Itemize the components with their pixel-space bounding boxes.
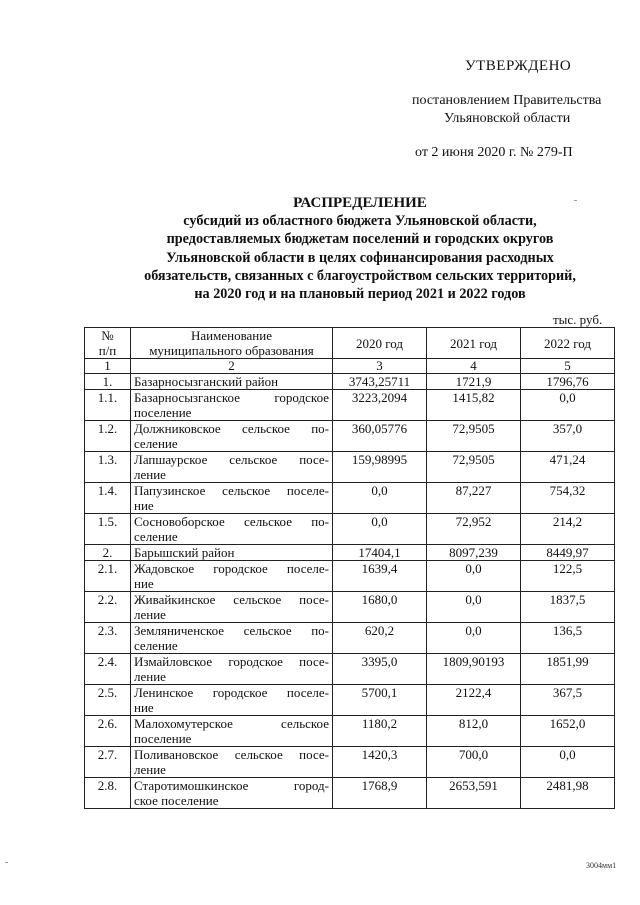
row-number: 1.1. xyxy=(85,390,131,421)
value-2022: 0,0 xyxy=(521,390,615,421)
header-2020: 2020 год xyxy=(333,328,427,359)
municipality-name xyxy=(131,545,333,561)
title-line-3: Ульяновской области в целях софинансирования расходных xyxy=(166,249,554,266)
header-2021: 2021 год xyxy=(427,328,521,359)
column-index: 3 xyxy=(333,359,427,374)
value-2020: 1768,9 xyxy=(333,778,427,809)
value-2021: 1415,82 xyxy=(427,390,521,421)
municipality-name-line: Базарносызганский район xyxy=(134,374,279,389)
value-2022: 214,2 xyxy=(521,514,615,545)
row-number: 1.5. xyxy=(85,514,131,545)
table-body xyxy=(85,328,615,809)
municipality-name-line: ское поселение xyxy=(134,793,219,808)
row-number: 2.1. xyxy=(85,561,131,592)
approval-stamp-heading: УТВЕРЖДЕНО xyxy=(465,58,572,74)
municipality-name-line: селение xyxy=(134,638,178,653)
municipality-name xyxy=(131,421,333,452)
municipality-name-line: ление xyxy=(134,762,166,777)
municipality-name-line: ние xyxy=(134,576,154,591)
value-2022: 2481,98 xyxy=(521,778,615,809)
value-2020: 5700,1 xyxy=(333,685,427,716)
value-2022: 357,0 xyxy=(521,421,615,452)
scan-speck xyxy=(574,200,577,201)
table-row xyxy=(85,452,615,483)
value-2021: 0,0 xyxy=(427,561,521,592)
table-row xyxy=(85,778,615,809)
value-2020: 1639,4 xyxy=(333,561,427,592)
table-row xyxy=(85,592,615,623)
value-2021: 2653,591 xyxy=(427,778,521,809)
value-2020: 620,2 xyxy=(333,623,427,654)
municipality-name xyxy=(131,716,333,747)
row-number: 1. xyxy=(85,374,131,390)
document-title xyxy=(110,194,610,303)
units-label: тыс. руб. xyxy=(553,312,603,327)
municipality-name-line: Барышский район xyxy=(134,545,235,560)
municipality-name-line: Лапшаурское сельское посе- xyxy=(134,452,329,467)
municipality-name-line: Живайкинское сельское посе- xyxy=(134,592,329,607)
column-index-row xyxy=(85,359,615,374)
municipality-name xyxy=(131,374,333,390)
municipality-name-line: Папузинское сельское поселе- xyxy=(134,483,329,498)
table-row xyxy=(85,483,615,514)
value-2022: 1796,76 xyxy=(521,374,615,390)
header-num xyxy=(85,328,131,359)
row-number: 1.2. xyxy=(85,421,131,452)
municipality-name-line: ление xyxy=(134,467,166,482)
row-number: 2.8. xyxy=(85,778,131,809)
decree-date-number: от 2 июня 2020 г. № 279-П xyxy=(415,145,573,160)
table-row xyxy=(85,623,615,654)
value-2021: 8097,239 xyxy=(427,545,521,561)
value-2020: 1180,2 xyxy=(333,716,427,747)
table-row xyxy=(85,545,615,561)
value-2021: 87,227 xyxy=(427,483,521,514)
value-2020: 1420,3 xyxy=(333,747,427,778)
row-number: 2.4. xyxy=(85,654,131,685)
table-row xyxy=(85,390,615,421)
municipality-name-line: селение xyxy=(134,529,178,544)
column-index: 4 xyxy=(427,359,521,374)
value-2020: 0,0 xyxy=(333,483,427,514)
municipality-name xyxy=(131,778,333,809)
value-2022: 1652,0 xyxy=(521,716,615,747)
value-2021: 2122,4 xyxy=(427,685,521,716)
header-name xyxy=(131,328,333,359)
municipality-name xyxy=(131,747,333,778)
municipality-name-line: поселение xyxy=(134,731,192,746)
value-2021: 812,0 xyxy=(427,716,521,747)
municipality-name-line: ление xyxy=(134,669,166,684)
municipality-name-line: ление xyxy=(134,607,166,622)
table-row xyxy=(85,561,615,592)
municipality-name-line: Должниковское сельское по- xyxy=(134,421,329,436)
scan-speck xyxy=(5,862,8,863)
municipality-name-line: Жадовское городское поселе- xyxy=(134,561,329,576)
header-2022: 2022 год xyxy=(521,328,615,359)
municipality-name-line: ние xyxy=(134,700,154,715)
municipality-name xyxy=(131,561,333,592)
title-line-4: обязательств, связанных с благоустройством сельских территорий, xyxy=(144,267,576,284)
title-line-1: субсидий из областного бюджета Ульяновской области, xyxy=(183,213,537,230)
municipality-name-line: Сосновоборское сельское по- xyxy=(134,514,329,529)
value-2020: 360,05776 xyxy=(333,421,427,452)
column-index: 2 xyxy=(131,359,333,374)
municipality-name xyxy=(131,592,333,623)
header-name-line-1: Наименование xyxy=(191,328,272,343)
value-2020: 1680,0 xyxy=(333,592,427,623)
column-index: 1 xyxy=(85,359,131,374)
table-row xyxy=(85,374,615,390)
row-number: 2.5. xyxy=(85,685,131,716)
value-2022: 754,32 xyxy=(521,483,615,514)
decree-line-1: постановлением Правительства xyxy=(412,93,602,108)
municipality-name xyxy=(131,654,333,685)
table-row xyxy=(85,514,615,545)
header-name-line-2: муниципального образования xyxy=(149,343,314,358)
value-2021: 1721,9 xyxy=(427,374,521,390)
value-2020: 3223,2094 xyxy=(333,390,427,421)
municipality-name xyxy=(131,483,333,514)
value-2022: 1837,5 xyxy=(521,592,615,623)
value-2020: 3395,0 xyxy=(333,654,427,685)
row-number: 2.7. xyxy=(85,747,131,778)
row-number: 2.3. xyxy=(85,623,131,654)
row-number: 2.6. xyxy=(85,716,131,747)
value-2022: 122,5 xyxy=(521,561,615,592)
subsidy-distribution-table xyxy=(84,327,615,809)
title-line-2: предоставляемых бюджетам поселений и городских округов xyxy=(166,231,554,248)
title-line-5: на 2020 год и на плановый период 2021 и 2022 годов xyxy=(194,286,526,303)
municipality-name xyxy=(131,623,333,654)
municipality-name-line: Поливановское сельское посе- xyxy=(134,747,329,762)
municipality-name-line: Земляниченское сельское по- xyxy=(134,623,329,638)
value-2021: 0,0 xyxy=(427,623,521,654)
value-2022: 136,5 xyxy=(521,623,615,654)
municipality-name-line: селение xyxy=(134,436,178,451)
value-2021: 72,9505 xyxy=(427,452,521,483)
municipality-name-line: Измайловское городское посе- xyxy=(134,654,329,669)
value-2020: 17404,1 xyxy=(333,545,427,561)
value-2021: 0,0 xyxy=(427,592,521,623)
table-row xyxy=(85,747,615,778)
value-2021: 1809,90193 xyxy=(427,654,521,685)
value-2020: 3743,25711 xyxy=(333,374,427,390)
value-2021: 700,0 xyxy=(427,747,521,778)
value-2022: 367,5 xyxy=(521,685,615,716)
municipality-name xyxy=(131,452,333,483)
municipality-name-line: ние xyxy=(134,498,154,513)
footer-code: 3004мм1 xyxy=(586,861,617,870)
header-num-line-1: № xyxy=(101,328,114,343)
municipality-name-line: поселение xyxy=(134,405,192,420)
municipality-name-line: Ленинское городское поселе- xyxy=(134,685,329,700)
header-row xyxy=(85,328,615,359)
value-2021: 72,9505 xyxy=(427,421,521,452)
table-row xyxy=(85,716,615,747)
row-number: 2. xyxy=(85,545,131,561)
municipality-name-line: Базарносызганское городское xyxy=(134,390,329,405)
municipality-name xyxy=(131,514,333,545)
row-number: 1.3. xyxy=(85,452,131,483)
value-2020: 159,98995 xyxy=(333,452,427,483)
table-row xyxy=(85,654,615,685)
municipality-name xyxy=(131,390,333,421)
row-number: 2.2. xyxy=(85,592,131,623)
column-index: 5 xyxy=(521,359,615,374)
value-2020: 0,0 xyxy=(333,514,427,545)
table-row xyxy=(85,421,615,452)
title-heading: РАСПРЕДЕЛЕНИЕ xyxy=(293,195,427,211)
municipality-name-line: Старотимошкинское город- xyxy=(134,778,329,793)
value-2021: 72,952 xyxy=(427,514,521,545)
municipality-name xyxy=(131,685,333,716)
value-2022: 471,24 xyxy=(521,452,615,483)
municipality-name-line: Малохомутерское сельское xyxy=(134,716,329,731)
value-2022: 0,0 xyxy=(521,747,615,778)
row-number: 1.4. xyxy=(85,483,131,514)
value-2022: 1851,99 xyxy=(521,654,615,685)
value-2022: 8449,97 xyxy=(521,545,615,561)
table-row xyxy=(85,685,615,716)
header-num-line-2: п/п xyxy=(98,343,117,358)
decree-line-2: Ульяновской области xyxy=(444,111,571,126)
